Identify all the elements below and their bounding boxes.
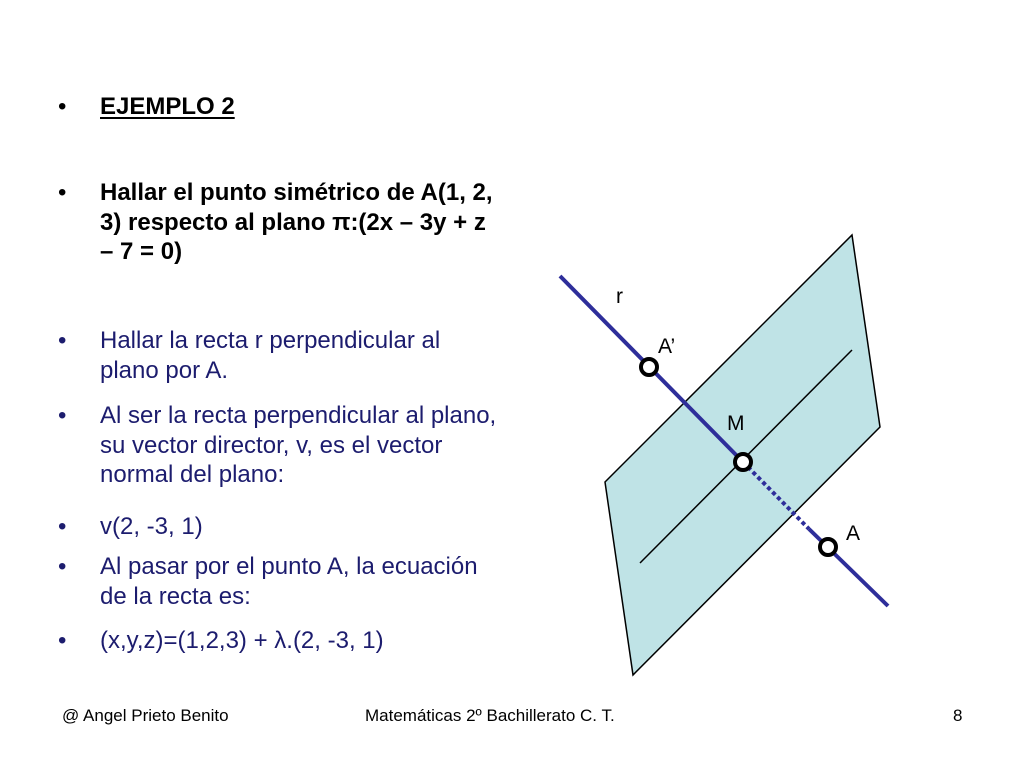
label-m: M <box>727 412 745 435</box>
footer-course: Matemáticas 2º Bachillerato C. T. <box>365 706 615 725</box>
step-text: Al pasar por el punto A, la ecuación de la recta es: <box>100 553 478 610</box>
footer-page-number: 8 <box>953 706 963 725</box>
plane-line-diagram <box>560 220 900 690</box>
line-equation: (x,y,z)=(1,2,3) + λ.(2, -3, 1) <box>100 627 384 654</box>
bullet-step-2: • Al ser la recta perpendicular al plano, su vector director, v, es el vector normal del plano: <box>58 402 497 488</box>
slide-title: EJEMPLO 2 <box>100 93 235 120</box>
label-a-prime: A’ <box>658 335 676 358</box>
footer-author: @ Angel Prieto Benito <box>62 706 229 725</box>
label-a: A <box>846 522 861 545</box>
bullet-step-3: • v(2, -3, 1) <box>58 512 498 542</box>
bullet-step-4: • Al pasar por el punto A, la ecuación de la recta es: <box>58 552 498 611</box>
point-m <box>735 454 751 470</box>
point-a <box>820 539 836 555</box>
point-a-prime <box>641 359 657 375</box>
bullet-title: • EJEMPLO 2 <box>58 92 498 122</box>
step-text: Hallar la recta r perpendicular al plano por A. <box>100 327 441 384</box>
bullet-problem: • Hallar el punto simétrico de A(1, 2, 3) respecto al plano π:(2x – 3y + z – 7 = 0) <box>58 178 498 267</box>
problem-statement: Hallar el punto simétrico de A(1, 2, 3) respecto al plano π:(2x – 3y + z – 7 = 0) <box>100 179 493 265</box>
bullet-step-5: • (x,y,z)=(1,2,3) + λ.(2, -3, 1) <box>58 626 498 656</box>
label-r: r <box>616 285 623 308</box>
bullet-step-1: • Hallar la recta r perpendicular al plano por A. <box>58 326 498 385</box>
step-text: Al ser la recta perpendicular al plano, su vector director, v, es el vector normal del plano: <box>100 402 497 488</box>
normal-vector-text: v(2, -3, 1) <box>100 513 203 540</box>
